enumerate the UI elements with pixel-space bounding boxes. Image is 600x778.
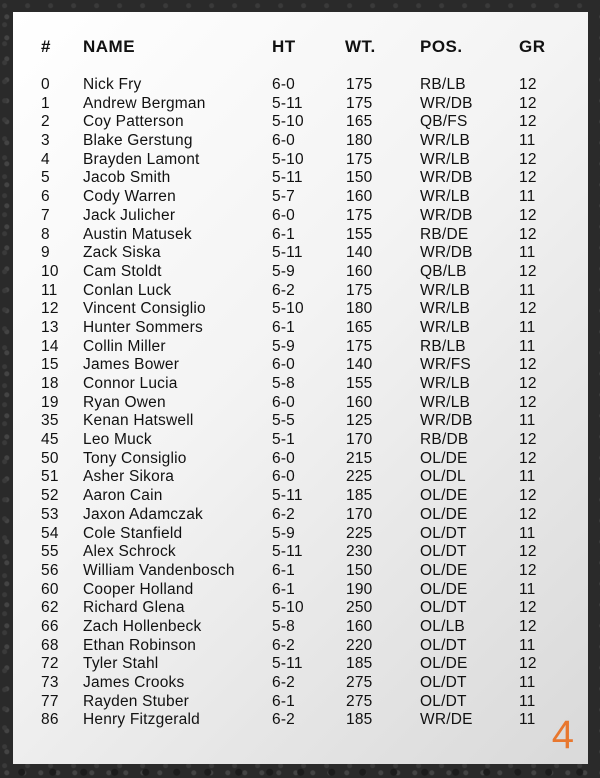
player-position: WR/DB <box>420 412 473 430</box>
player-weight: 140 <box>346 244 373 262</box>
player-grade: 12 <box>519 617 537 635</box>
player-weight: 160 <box>346 262 373 280</box>
player-name: Jacob Smith <box>83 169 171 187</box>
table-row <box>13 319 588 338</box>
player-name: Coy Patterson <box>83 113 184 131</box>
player-position: RB/DE <box>420 225 469 243</box>
player-name: Jack Julicher <box>83 206 176 224</box>
player-weight: 160 <box>346 393 373 411</box>
player-number: 2 <box>41 113 50 131</box>
table-row <box>13 375 588 394</box>
player-position: QB/LB <box>420 262 467 280</box>
player-height: 6-2 <box>272 505 296 523</box>
player-position: OL/DT <box>420 674 467 691</box>
player-height: 6-0 <box>272 393 296 411</box>
table-row <box>13 543 588 562</box>
player-number: 13 <box>41 318 59 336</box>
player-height: 6-0 <box>272 132 296 150</box>
player-grade: 12 <box>519 393 537 411</box>
player-height: 6-1 <box>272 318 296 336</box>
table-row <box>13 618 588 637</box>
player-height: 5-11 <box>272 94 303 112</box>
player-position: OL/DE <box>420 655 468 673</box>
player-number: 19 <box>41 393 59 411</box>
player-weight: 275 <box>346 692 373 710</box>
table-row <box>13 581 588 600</box>
player-height: 5-10 <box>272 599 304 617</box>
player-name: Cody Warren <box>83 188 176 206</box>
player-position: OL/DE <box>420 449 468 467</box>
table-row <box>13 188 588 207</box>
player-weight: 275 <box>346 674 373 691</box>
player-height: 6-2 <box>272 281 296 299</box>
player-name: Kenan Hatswell <box>83 412 194 430</box>
player-grade: 11 <box>519 524 536 542</box>
player-weight: 220 <box>346 636 373 654</box>
player-grade: 12 <box>519 356 537 374</box>
header-position: POS. <box>420 37 463 56</box>
table-row <box>13 525 588 544</box>
player-number: 5 <box>41 169 50 187</box>
player-weight: 170 <box>346 505 373 523</box>
player-number: 62 <box>41 599 59 617</box>
player-number: 10 <box>41 262 59 280</box>
player-height: 6-2 <box>272 711 296 729</box>
player-number: 50 <box>41 449 59 467</box>
player-position: OL/DT <box>420 524 467 542</box>
player-name: Andrew Bergman <box>83 94 206 112</box>
player-weight: 175 <box>346 206 373 224</box>
player-number: 72 <box>41 655 59 673</box>
header-height: HT <box>272 37 296 56</box>
player-name: Leo Muck <box>83 431 152 449</box>
player-weight: 160 <box>346 617 373 635</box>
player-weight: 215 <box>346 449 373 467</box>
player-position: QB/FS <box>420 113 468 131</box>
player-height: 5-8 <box>272 375 296 392</box>
player-number: 53 <box>41 505 59 523</box>
player-height: 6-2 <box>272 674 296 691</box>
player-grade: 12 <box>519 262 537 280</box>
player-number: 14 <box>41 337 59 355</box>
player-name: Tony Consiglio <box>83 449 187 467</box>
player-grade: 11 <box>519 468 536 486</box>
player-grade: 12 <box>519 375 537 392</box>
table-row <box>13 562 588 581</box>
player-height: 6-0 <box>272 76 296 93</box>
player-grade: 12 <box>519 225 537 243</box>
table-row <box>13 674 588 693</box>
player-number: 45 <box>41 431 59 449</box>
player-position: WR/DB <box>420 169 473 187</box>
player-number: 35 <box>41 412 59 430</box>
player-weight: 180 <box>346 132 373 150</box>
player-height: 5-1 <box>272 431 296 449</box>
player-name: Collin Miller <box>83 337 166 355</box>
table-row <box>13 487 588 506</box>
player-position: OL/DT <box>420 543 467 561</box>
player-name: Cole Stanfield <box>83 524 183 542</box>
player-name: Cam Stoldt <box>83 262 162 280</box>
player-position: WR/DB <box>420 206 473 224</box>
player-weight: 175 <box>346 94 373 112</box>
header-number: # <box>41 37 51 56</box>
player-position: WR/DE <box>420 711 473 729</box>
player-number: 51 <box>41 468 59 486</box>
player-grade: 12 <box>519 655 537 673</box>
player-grade: 11 <box>519 636 536 654</box>
player-name: Alex Schrock <box>83 543 176 561</box>
player-name: Asher Sikora <box>83 468 175 486</box>
player-grade: 11 <box>519 132 536 150</box>
player-height: 5-8 <box>272 617 296 635</box>
player-height: 5-5 <box>272 412 296 430</box>
player-grade: 12 <box>519 300 537 318</box>
player-name: Nick Fry <box>83 76 142 93</box>
player-number: 68 <box>41 636 59 654</box>
player-height: 6-1 <box>272 225 296 243</box>
player-weight: 175 <box>346 337 373 355</box>
player-weight: 225 <box>346 468 373 486</box>
player-height: 5-10 <box>272 113 304 131</box>
player-grade: 12 <box>519 487 537 505</box>
player-position: WR/LB <box>420 300 471 318</box>
header-weight: WT. <box>345 37 376 56</box>
table-row <box>13 356 588 375</box>
player-weight: 175 <box>346 281 373 299</box>
player-height: 5-11 <box>272 244 303 262</box>
table-row <box>13 207 588 226</box>
player-number: 6 <box>41 188 50 206</box>
player-weight: 150 <box>346 561 373 579</box>
player-number: 12 <box>41 300 59 318</box>
player-position: RB/DB <box>420 431 469 449</box>
player-height: 5-9 <box>272 337 296 355</box>
table-row <box>13 282 588 301</box>
header-name: NAME <box>83 37 136 56</box>
player-number: 52 <box>41 487 59 505</box>
table-row <box>13 431 588 450</box>
player-grade: 11 <box>519 580 536 598</box>
player-name: Tyler Stahl <box>83 655 159 673</box>
player-position: RB/LB <box>420 76 466 93</box>
player-number: 73 <box>41 674 59 691</box>
player-height: 6-0 <box>272 468 296 486</box>
table-row <box>13 76 588 95</box>
player-position: WR/LB <box>420 393 471 411</box>
player-grade: 12 <box>519 113 537 131</box>
table-row <box>13 300 588 319</box>
player-number: 3 <box>41 132 50 150</box>
player-height: 5-11 <box>272 487 303 505</box>
player-position: OL/DL <box>420 468 466 486</box>
player-name: William Vandenbosch <box>83 561 235 579</box>
player-number: 66 <box>41 617 59 635</box>
player-position: OL/DT <box>420 692 467 710</box>
player-position: WR/LB <box>420 188 471 206</box>
table-row <box>13 394 588 413</box>
player-weight: 155 <box>346 225 373 243</box>
player-weight: 180 <box>346 300 373 318</box>
page-number: 4 <box>551 713 574 757</box>
player-position: WR/LB <box>420 375 471 392</box>
player-position: WR/LB <box>420 281 471 299</box>
player-name: Conlan Luck <box>83 281 172 299</box>
player-grade: 11 <box>519 188 536 206</box>
player-weight: 230 <box>346 543 373 561</box>
player-number: 1 <box>41 94 50 112</box>
player-height: 6-2 <box>272 636 296 654</box>
table-row <box>13 711 588 730</box>
player-position: WR/LB <box>420 150 471 168</box>
player-name: Henry Fitzgerald <box>83 711 200 729</box>
player-name: Blake Gerstung <box>83 132 193 150</box>
table-row <box>13 655 588 674</box>
player-name: Ethan Robinson <box>83 636 197 654</box>
table-row <box>13 468 588 487</box>
player-grade: 12 <box>519 169 537 187</box>
player-number: 60 <box>41 580 59 598</box>
player-height: 6-1 <box>272 580 296 598</box>
header-grade: GR <box>519 37 546 56</box>
player-grade: 11 <box>519 674 536 691</box>
player-grade: 12 <box>519 94 537 112</box>
player-name: James Crooks <box>83 674 185 691</box>
player-number: 9 <box>41 244 50 262</box>
table-row <box>13 244 588 263</box>
player-weight: 175 <box>346 76 373 93</box>
player-position: OL/DE <box>420 505 468 523</box>
player-name: Connor Lucia <box>83 375 178 392</box>
player-weight: 190 <box>346 580 373 598</box>
player-name: Aaron Cain <box>83 487 163 505</box>
roster-page <box>13 12 588 764</box>
player-grade: 12 <box>519 543 537 561</box>
table-row <box>13 263 588 282</box>
player-grade: 12 <box>519 76 537 93</box>
player-position: OL/LB <box>420 617 465 635</box>
player-number: 0 <box>41 76 50 93</box>
player-name: Cooper Holland <box>83 580 194 598</box>
table-row <box>13 450 588 469</box>
player-name: Vincent Consiglio <box>83 300 206 318</box>
player-name: Brayden Lamont <box>83 150 200 168</box>
player-weight: 155 <box>346 375 373 392</box>
table-row <box>13 226 588 245</box>
player-height: 6-1 <box>272 561 296 579</box>
player-weight: 165 <box>346 318 373 336</box>
table-row <box>13 151 588 170</box>
player-position: OL/DT <box>420 636 467 654</box>
player-position: WR/DB <box>420 244 473 262</box>
player-position: RB/LB <box>420 337 466 355</box>
player-name: Hunter Sommers <box>83 318 203 336</box>
player-grade: 11 <box>519 711 536 729</box>
player-weight: 185 <box>346 487 373 505</box>
player-number: 56 <box>41 561 59 579</box>
player-grade: 12 <box>519 431 537 449</box>
table-row <box>13 113 588 132</box>
player-number: 86 <box>41 711 59 729</box>
roster-table <box>13 76 588 730</box>
player-height: 6-0 <box>272 356 296 374</box>
player-height: 5-9 <box>272 262 296 280</box>
player-grade: 11 <box>519 412 536 430</box>
player-height: 5-10 <box>272 300 304 318</box>
player-name: Rayden Stuber <box>83 692 189 710</box>
player-grade: 12 <box>519 449 537 467</box>
player-position: OL/DE <box>420 580 468 598</box>
player-weight: 140 <box>346 356 373 374</box>
player-position: WR/DB <box>420 94 473 112</box>
player-number: 8 <box>41 225 50 243</box>
player-position: OL/DT <box>420 599 467 617</box>
player-position: OL/DE <box>420 561 468 579</box>
player-number: 54 <box>41 524 59 542</box>
player-position: WR/LB <box>420 132 471 150</box>
table-row <box>13 412 588 431</box>
player-grade: 11 <box>519 244 536 262</box>
player-weight: 185 <box>346 711 373 729</box>
player-name: Jaxon Adamczak <box>83 505 203 523</box>
player-height: 5-11 <box>272 543 303 561</box>
player-number: 55 <box>41 543 59 561</box>
table-row <box>13 506 588 525</box>
table-row <box>13 95 588 114</box>
player-grade: 12 <box>519 505 537 523</box>
player-number: 77 <box>41 692 59 710</box>
roster-header-row <box>13 37 588 59</box>
player-height: 5-9 <box>272 524 296 542</box>
table-row <box>13 599 588 618</box>
player-height: 6-0 <box>272 449 296 467</box>
player-weight: 225 <box>346 524 373 542</box>
player-weight: 175 <box>346 150 373 168</box>
player-name: Zack Siska <box>83 244 161 262</box>
player-height: 6-1 <box>272 692 296 710</box>
player-weight: 185 <box>346 655 373 673</box>
player-name: Austin Matusek <box>83 225 192 243</box>
table-row <box>13 693 588 712</box>
player-grade: 12 <box>519 206 537 224</box>
player-number: 7 <box>41 206 50 224</box>
player-grade: 11 <box>519 337 536 355</box>
player-name: James Bower <box>83 356 180 374</box>
player-weight: 250 <box>346 599 373 617</box>
player-height: 5-11 <box>272 655 303 673</box>
player-weight: 150 <box>346 169 373 187</box>
table-row <box>13 132 588 151</box>
player-grade: 11 <box>519 692 536 710</box>
player-name: Ryan Owen <box>83 393 166 411</box>
player-weight: 160 <box>346 188 373 206</box>
player-grade: 11 <box>519 281 536 299</box>
player-position: WR/FS <box>420 356 471 374</box>
player-position: OL/DE <box>420 487 468 505</box>
player-name: Richard Glena <box>83 599 185 617</box>
player-grade: 12 <box>519 561 537 579</box>
player-weight: 170 <box>346 431 373 449</box>
player-name: Zach Hollenbeck <box>83 617 202 635</box>
player-height: 5-7 <box>272 188 296 206</box>
player-number: 18 <box>41 375 59 392</box>
table-row <box>13 169 588 188</box>
player-weight: 125 <box>346 412 373 430</box>
player-weight: 165 <box>346 113 373 131</box>
player-height: 5-10 <box>272 150 304 168</box>
player-grade: 11 <box>519 318 536 336</box>
player-grade: 12 <box>519 150 537 168</box>
table-row <box>13 338 588 357</box>
player-grade: 12 <box>519 599 537 617</box>
player-number: 11 <box>41 281 58 299</box>
player-number: 4 <box>41 150 50 168</box>
player-position: WR/LB <box>420 318 471 336</box>
player-height: 5-11 <box>272 169 303 187</box>
player-height: 6-0 <box>272 206 296 224</box>
table-row <box>13 637 588 656</box>
player-number: 15 <box>41 356 59 374</box>
